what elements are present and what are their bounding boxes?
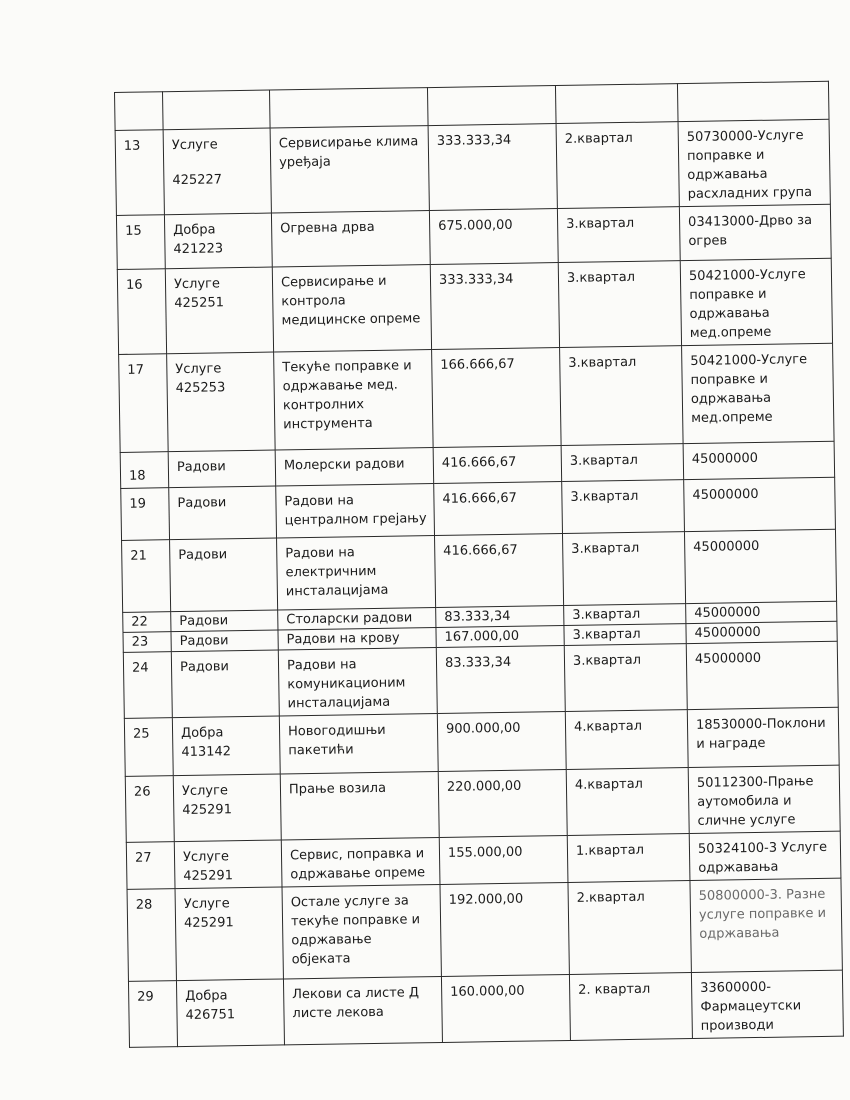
quarter: 3.квартал (560, 346, 684, 446)
description: Радови на крову (278, 628, 436, 650)
row-number: 26 (125, 776, 174, 843)
quarter: 1.квартал (567, 834, 690, 883)
type-cell (174, 840, 282, 889)
quarter: 3.квартал (558, 261, 681, 348)
account-code: 425291 (183, 915, 234, 932)
procurement-type: Радови (169, 486, 277, 540)
table-row (128, 970, 843, 1047)
procurement-type: Услуге (173, 276, 221, 293)
description: Огревна дрва (271, 211, 430, 267)
estimated-value: 192.000,00 (440, 882, 569, 976)
account-code: 425251 (174, 295, 225, 312)
type-cell (173, 774, 281, 842)
row-number: 16 (117, 269, 166, 355)
estimated-value: 333.333,34 (428, 124, 557, 211)
quarter: 2.квартал (556, 122, 679, 209)
quarter: 2.квартал (568, 881, 691, 975)
row-number: 17 (119, 354, 169, 453)
type-cell (165, 267, 273, 354)
description: Столарски радови (278, 608, 436, 630)
cpv-code: 45000000 (684, 529, 836, 603)
type-cell (172, 716, 280, 776)
quarter: 3.квартал (562, 532, 685, 606)
cpv-code: 50730000-Услуге поправке и одржавања расхладних група (678, 119, 830, 206)
cpv-code: 50112300-Прање аутомобила и сличне услуге (688, 765, 840, 833)
account-code: 413142 (181, 744, 232, 761)
quarter: 3.квартал (564, 624, 686, 646)
procurement-type: Добра (173, 222, 216, 239)
table-row (115, 119, 830, 215)
estimated-value: 220.000,00 (438, 769, 567, 837)
account-code: 425291 (182, 802, 233, 819)
cpv-code: 50800000-3. Разне услуге поправке и одржавања (690, 878, 842, 972)
row-number: 18 (120, 452, 169, 489)
account-code: 425253 (175, 380, 226, 397)
table-row (127, 878, 842, 981)
estimated-value: 675.000,00 (429, 209, 558, 265)
header-cell (115, 92, 164, 131)
type-cell (175, 887, 283, 981)
quarter: 3.квартал (561, 444, 684, 482)
quarter: 2. квартал (569, 973, 692, 1041)
cpv-code: 50324100-3 Услуге одржавања (689, 831, 841, 880)
row-number: 13 (115, 130, 164, 216)
description: Лекови са листе Д листе лекова (283, 976, 442, 1044)
cpv-code: 18530000-Поклони и награде (687, 707, 839, 767)
row-number: 25 (124, 718, 173, 777)
row-number: 21 (122, 540, 171, 613)
quarter: 4.квартал (565, 710, 688, 770)
cpv-code: 45000000 (684, 477, 836, 531)
procurement-type: Услуге (181, 783, 229, 800)
cpv-code: 45000000 (686, 621, 837, 643)
table-row (122, 529, 837, 612)
description: Сервисирање и контрола медицинске опреме (272, 265, 431, 352)
quarter: 3.квартал (564, 604, 686, 626)
procurement-type: Услуге (171, 137, 218, 154)
type-cell (164, 213, 272, 269)
quarter: 3.квартал (564, 644, 687, 712)
procurement-type: Радови (171, 610, 278, 632)
row-number: 27 (126, 842, 175, 890)
procurement-type: Добра (185, 988, 228, 1004)
account-code: 425227 (172, 172, 223, 189)
estimated-value: 166.666,67 (432, 348, 562, 448)
estimated-value: 155.000,00 (439, 835, 568, 884)
type-cell (163, 128, 271, 215)
estimated-value: 416.666,67 (434, 482, 563, 536)
cpv-code: 50421000-Услуге поправке и одржавања мед.опреме (682, 343, 835, 443)
estimated-value: 416.666,67 (435, 534, 564, 608)
table-row (117, 258, 832, 354)
account-code: 421223 (173, 241, 224, 258)
row-number: 19 (121, 488, 170, 541)
cpv-code: 33600000-Фармацеутски производи (691, 970, 843, 1038)
description: Сервисирање клима уређаја (270, 126, 429, 213)
estimated-value: 83.333,34 (436, 645, 565, 713)
table-row (119, 343, 834, 452)
procurement-type: Радови (171, 630, 278, 652)
estimated-value: 416.666,67 (433, 446, 562, 484)
row-number: 29 (128, 981, 177, 1048)
type-cell (167, 352, 276, 452)
row-number: 22 (123, 612, 171, 633)
procurement-type: Услуге (182, 849, 230, 866)
procurement-type: Добра (180, 725, 224, 742)
description: Сервис, поправка и одржавање опреме (281, 837, 440, 886)
cpv-code: 03413000-Дрво за огрев (679, 204, 831, 260)
quarter: 4.квартал (566, 768, 689, 836)
header-cell (163, 90, 271, 130)
description: Радови на електричним инсталацијама (277, 536, 436, 610)
row-number: 24 (123, 652, 172, 719)
header-cell (269, 88, 428, 128)
description: Остале услуге за текуће поправке и одржавање објеката (282, 884, 441, 978)
cpv-code: 50421000-Услуге поправке и одржавања мед.опреме (680, 258, 832, 345)
type-cell (176, 979, 284, 1047)
account-code: 425291 (183, 868, 234, 885)
header-cell (677, 81, 829, 121)
header-cell (555, 84, 678, 124)
description: Радови на централном грејању (276, 484, 435, 538)
description: Радови на комуникационим инсталацијама (278, 648, 437, 716)
quarter: 3.квартал (562, 480, 685, 534)
procurement-type: Радови (168, 450, 276, 488)
description: Текуће поправке и одржавање мед. контролних инструмента (274, 350, 434, 450)
description: Прање возила (280, 771, 439, 839)
table-row (123, 641, 838, 718)
header-cell (427, 86, 556, 126)
procurement-plan-table (114, 81, 844, 1048)
table-row (125, 765, 840, 842)
procurement-type: Радови (170, 538, 278, 612)
quarter: 3.квартал (557, 207, 680, 263)
estimated-value: 900.000,00 (437, 711, 566, 771)
estimated-value: 167.000,00 (436, 625, 564, 647)
cpv-code: 45000000 (686, 601, 837, 623)
procurement-type: Радови (171, 650, 279, 718)
estimated-value: 160.000,00 (441, 974, 570, 1042)
estimated-value: 83.333,34 (436, 606, 564, 628)
procurement-type: Услуге (175, 361, 222, 378)
row-number: 28 (127, 889, 176, 982)
procurement-type: Услуге (183, 896, 230, 913)
description: Молерски радови (275, 448, 434, 486)
estimated-value: 333.333,34 (430, 263, 559, 350)
description: Новогодишњи пакетићи (279, 713, 438, 773)
cpv-code: 45000000 (683, 441, 835, 479)
account-code: 426751 (185, 1007, 236, 1023)
row-number: 23 (123, 632, 171, 653)
row-number: 15 (116, 215, 165, 270)
cpv-code: 45000000 (686, 641, 838, 709)
